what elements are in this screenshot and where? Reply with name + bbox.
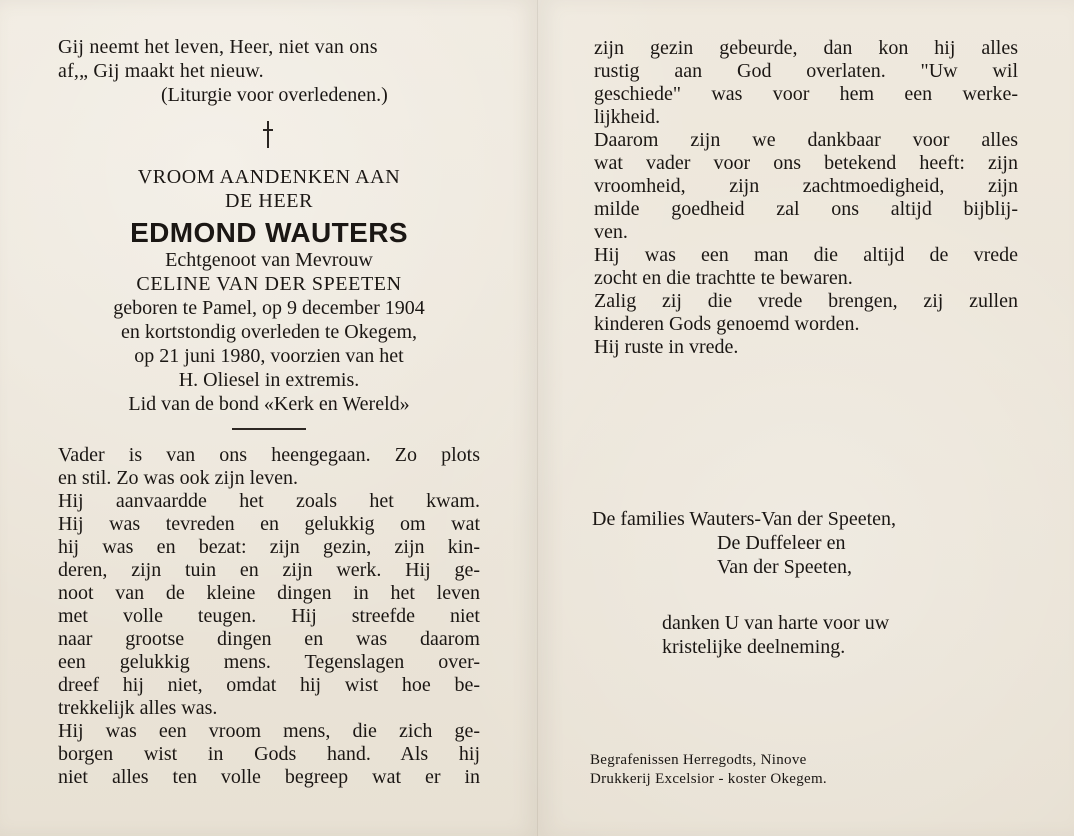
- thanks-line-1: danken U van harte voor uw: [662, 612, 890, 634]
- right-panel: [538, 0, 1074, 836]
- right-body-line-10: Hij was een man die altijd de vrede: [594, 244, 1018, 266]
- detail-line-2: en kortstondig overleden te Okegem,: [120, 321, 418, 343]
- right-body-line-6: wat vader voor ons betekend heeft: zijn: [594, 152, 1018, 174]
- detail-line-1: geboren te Pamel, op 9 december 1904: [113, 297, 425, 319]
- thanks-line-2: kristelijke deelneming.: [662, 636, 846, 658]
- right-body-line-11: zocht en die trachtte te bewaren.: [594, 267, 853, 289]
- deceased-name: EDMOND WAUTERS: [130, 217, 408, 248]
- cross-icon: [262, 121, 274, 149]
- epigraph-line-1: Gij neemt het leven, Heer, niet van ons: [58, 36, 378, 58]
- spouse-intro: Echtgenoot van Mevrouw: [165, 249, 373, 271]
- title-line-1: VROOM AANDENKEN AAN: [137, 166, 401, 188]
- right-body-line-13: kinderen Gods genoemd worden.: [594, 313, 860, 335]
- left-body-line-8: met volle teugen. Hij streefde niet: [58, 605, 480, 627]
- right-body-line-14: Hij ruste in vrede.: [594, 336, 739, 358]
- detail-line-3: op 21 juni 1980, voorzien van het: [134, 345, 404, 367]
- title-line-2: DE HEER: [224, 190, 314, 212]
- left-body-line-13: Hij was een vroom mens, die zich ge-: [58, 720, 480, 742]
- right-body-line-12: Zalig zij die vrede brengen, zij zullen: [594, 290, 1018, 312]
- left-body-line-2: en stil. Zo was ook zijn leven.: [58, 467, 298, 489]
- left-body-line-7: noot van de kleine dingen in het leven: [58, 582, 480, 604]
- right-body-line-2: rustig aan God overlaten. "Uw wil: [594, 60, 1018, 82]
- thanks-block: [662, 611, 1002, 659]
- families-block: [592, 507, 1032, 579]
- right-body-line-5: Daarom zijn we dankbaar voor alles: [594, 129, 1018, 151]
- left-body-line-3: Hij aanvaardde het zoals het kwam.: [58, 490, 480, 512]
- right-content: [594, 37, 1018, 359]
- left-body-line-1: Vader is van ons heengegaan. Zo plots: [58, 444, 480, 466]
- section-divider: [232, 428, 306, 430]
- left-body-line-5: hij was en bezat: zijn gezin, zijn kin-: [58, 536, 480, 558]
- footer-line-1: Begrafenissen Herregodts, Ninove: [590, 752, 807, 768]
- left-body-line-6: deren, zijn tuin en zijn werk. Hij ge-: [58, 559, 480, 581]
- epigraph: [58, 35, 480, 107]
- left-content: [58, 35, 480, 789]
- right-body-line-1: zijn gezin gebeurde, dan kon hij alles: [594, 37, 1018, 59]
- left-body-line-11: dreef hij niet, omdat hij wist hoe be-: [58, 674, 480, 696]
- families-line-1: De families Wauters-Van der Speeten,: [592, 508, 897, 530]
- left-body-line-4: Hij was tevreden en gelukkig om wat: [58, 513, 480, 535]
- families-line-3: Van der Speeten,: [717, 556, 852, 578]
- epigraph-source: (Liturgie voor overledenen.): [161, 84, 388, 106]
- right-body-line-9: ven.: [594, 221, 628, 243]
- epigraph-line-2: af,„ Gij maakt het nieuw.: [58, 60, 264, 82]
- left-body-line-10: een gelukkig mens. Tegenslagen over-: [58, 651, 480, 673]
- detail-line-4: H. Oliesel in extremis.: [178, 369, 360, 391]
- memorial-header: [58, 165, 480, 416]
- right-body-line-7: vroomheid, zijn zachtmoedigheid, zijn: [594, 175, 1018, 197]
- right-body-line-3: geschiede" was voor hem een werke-: [594, 83, 1018, 105]
- detail-line-5: Lid van de bond «Kerk en Wereld»: [128, 393, 410, 415]
- footer-line-2: Drukkerij Excelsior - koster Okegem.: [590, 771, 827, 787]
- printer-footer: [590, 751, 980, 789]
- spouse-name: CELINE VAN DER SPEETEN: [136, 273, 402, 295]
- families-line-2: De Duffeleer en: [717, 532, 846, 554]
- right-body-line-4: lijkheid.: [594, 106, 661, 128]
- left-body-line-15: niet alles ten volle begreep wat er in: [58, 766, 480, 788]
- right-body-text: [594, 37, 1018, 359]
- left-body-line-14: borgen wist in Gods hand. Als hij: [58, 743, 480, 765]
- left-body-line-9: naar grootse dingen en was daarom: [58, 628, 480, 650]
- left-body-text: [58, 444, 480, 789]
- left-body-line-12: trekkelijk alles was.: [58, 697, 218, 719]
- right-body-line-8: milde goedheid zal ons altijd bijblij-: [594, 198, 1018, 220]
